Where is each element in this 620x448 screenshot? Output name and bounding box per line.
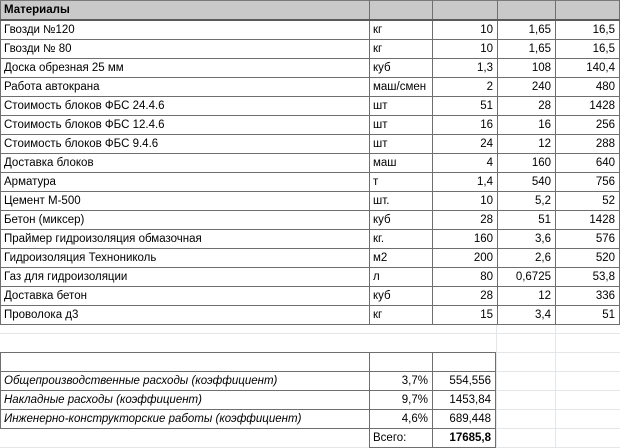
material-unit: шт. — [370, 192, 433, 211]
coefficient-value: 689,448 — [433, 410, 496, 429]
material-unit: т — [370, 173, 433, 192]
table-row — [1, 20, 620, 40]
material-unit: куб — [370, 211, 433, 230]
table-row — [1, 59, 620, 78]
material-name: Праймер гидроизоляция обмазочная — [1, 230, 370, 249]
table-header-row — [1, 1, 620, 21]
material-sum: 1428 — [556, 211, 620, 230]
material-price: 2,6 — [498, 249, 556, 268]
coefficient-percent: 4,6% — [370, 410, 433, 429]
material-sum: 288 — [556, 135, 620, 154]
material-name: Доска обрезная 25 мм — [1, 59, 370, 78]
total-value: 17685,8 — [433, 429, 496, 448]
material-sum: 640 — [556, 154, 620, 173]
material-unit: шт — [370, 97, 433, 116]
material-name: Работа автокрана — [1, 78, 370, 97]
material-unit: кг — [370, 306, 433, 325]
material-qty: 10 — [433, 40, 498, 59]
material-sum: 256 — [556, 116, 620, 135]
material-name: Проволока д3 — [1, 306, 370, 325]
material-name: Доставка бетон — [1, 287, 370, 306]
material-sum: 51 — [556, 306, 620, 325]
table-row — [1, 372, 496, 391]
material-qty: 28 — [433, 287, 498, 306]
material-name: Цемент М-500 — [1, 192, 370, 211]
material-sum: 52 — [556, 192, 620, 211]
table-row — [1, 192, 620, 211]
material-name: Стоимость блоков ФБС 24.4.6 — [1, 97, 370, 116]
coef-spacer-val — [433, 353, 496, 372]
table-row — [1, 391, 496, 410]
material-price: 3,4 — [498, 306, 556, 325]
material-sum: 16,5 — [556, 20, 620, 40]
material-price: 540 — [498, 173, 556, 192]
table-row — [1, 287, 620, 306]
coefficient-percent: 9,7% — [370, 391, 433, 410]
material-name: Газ для гидроизоляции — [1, 268, 370, 287]
coef-spacer-name — [1, 353, 370, 372]
material-sum: 480 — [556, 78, 620, 97]
material-sum: 520 — [556, 249, 620, 268]
header-cell-unit — [370, 1, 433, 21]
material-qty: 160 — [433, 230, 498, 249]
material-qty: 28 — [433, 211, 498, 230]
material-unit: куб — [370, 59, 433, 78]
material-price: 108 — [498, 59, 556, 78]
material-qty: 1,4 — [433, 173, 498, 192]
header-cell-qty — [433, 1, 498, 21]
table-row — [1, 78, 620, 97]
material-unit: маш — [370, 154, 433, 173]
material-price: 1,65 — [498, 20, 556, 40]
table-row — [1, 268, 620, 287]
material-name: Стоимость блоков ФБС 9.4.6 — [1, 135, 370, 154]
material-name: Доставка блоков — [1, 154, 370, 173]
total-empty-cell — [1, 429, 370, 448]
coefficient-name: Общепроизводственные расходы (коэффициент) — [1, 372, 370, 391]
material-sum: 1428 — [556, 97, 620, 116]
material-qty: 10 — [433, 192, 498, 211]
total-label: Всего: — [370, 429, 433, 448]
table-row — [1, 173, 620, 192]
header-cell-materials: Материалы — [1, 1, 370, 21]
material-sum: 16,5 — [556, 40, 620, 59]
material-name: Гвозди № 80 — [1, 40, 370, 59]
material-price: 12 — [498, 287, 556, 306]
material-price: 51 — [498, 211, 556, 230]
material-sum: 140,4 — [556, 59, 620, 78]
coefficient-value: 1453,84 — [433, 391, 496, 410]
coefficient-percent: 3,7% — [370, 372, 433, 391]
table-row — [1, 97, 620, 116]
grid-hline — [0, 333, 620, 334]
material-price: 240 — [498, 78, 556, 97]
material-price: 3,6 — [498, 230, 556, 249]
material-unit: куб — [370, 287, 433, 306]
material-qty: 200 — [433, 249, 498, 268]
table-row — [1, 154, 620, 173]
material-price: 16 — [498, 116, 556, 135]
material-name: Арматура — [1, 173, 370, 192]
material-qty: 10 — [433, 20, 498, 40]
material-name: Бетон (миксер) — [1, 211, 370, 230]
material-unit: шт — [370, 116, 433, 135]
material-price: 1,65 — [498, 40, 556, 59]
material-unit: м2 — [370, 249, 433, 268]
material-qty: 16 — [433, 116, 498, 135]
table-row — [1, 211, 620, 230]
material-qty: 24 — [433, 135, 498, 154]
material-unit: шт — [370, 135, 433, 154]
material-name: Гидроизоляция Технониколь — [1, 249, 370, 268]
material-unit: кг — [370, 20, 433, 40]
material-name: Гвозди №120 — [1, 20, 370, 40]
coefficient-value: 554,556 — [433, 372, 496, 391]
material-unit: маш/смен — [370, 78, 433, 97]
table-row — [1, 230, 620, 249]
coefficients-table — [0, 352, 496, 448]
material-price: 28 — [498, 97, 556, 116]
table-row — [1, 410, 496, 429]
table-row — [1, 306, 620, 325]
material-sum: 576 — [556, 230, 620, 249]
material-unit: кг. — [370, 230, 433, 249]
material-qty: 15 — [433, 306, 498, 325]
material-sum: 756 — [556, 173, 620, 192]
material-qty: 51 — [433, 97, 498, 116]
table-row — [1, 135, 620, 154]
coef-spacer-pct — [370, 353, 433, 372]
material-price: 0,6725 — [498, 268, 556, 287]
coefficients-spacer-row — [1, 353, 496, 372]
total-row — [1, 429, 496, 448]
table-row — [1, 40, 620, 59]
material-price: 160 — [498, 154, 556, 173]
header-cell-price — [498, 1, 556, 21]
material-price: 12 — [498, 135, 556, 154]
coefficient-name: Инженерно-конструкторские работы (коэффициент) — [1, 410, 370, 429]
material-name: Стоимость блоков ФБС 12.4.6 — [1, 116, 370, 135]
material-sum: 336 — [556, 287, 620, 306]
material-unit: кг — [370, 40, 433, 59]
header-cell-sum — [556, 1, 620, 21]
table-row — [1, 249, 620, 268]
table-row — [1, 116, 620, 135]
coefficient-name: Накладные расходы (коэффициент) — [1, 391, 370, 410]
material-qty: 1,3 — [433, 59, 498, 78]
material-price: 5,2 — [498, 192, 556, 211]
material-qty: 4 — [433, 154, 498, 173]
material-sum: 53,8 — [556, 268, 620, 287]
material-unit: л — [370, 268, 433, 287]
material-qty: 2 — [433, 78, 498, 97]
material-qty: 80 — [433, 268, 498, 287]
